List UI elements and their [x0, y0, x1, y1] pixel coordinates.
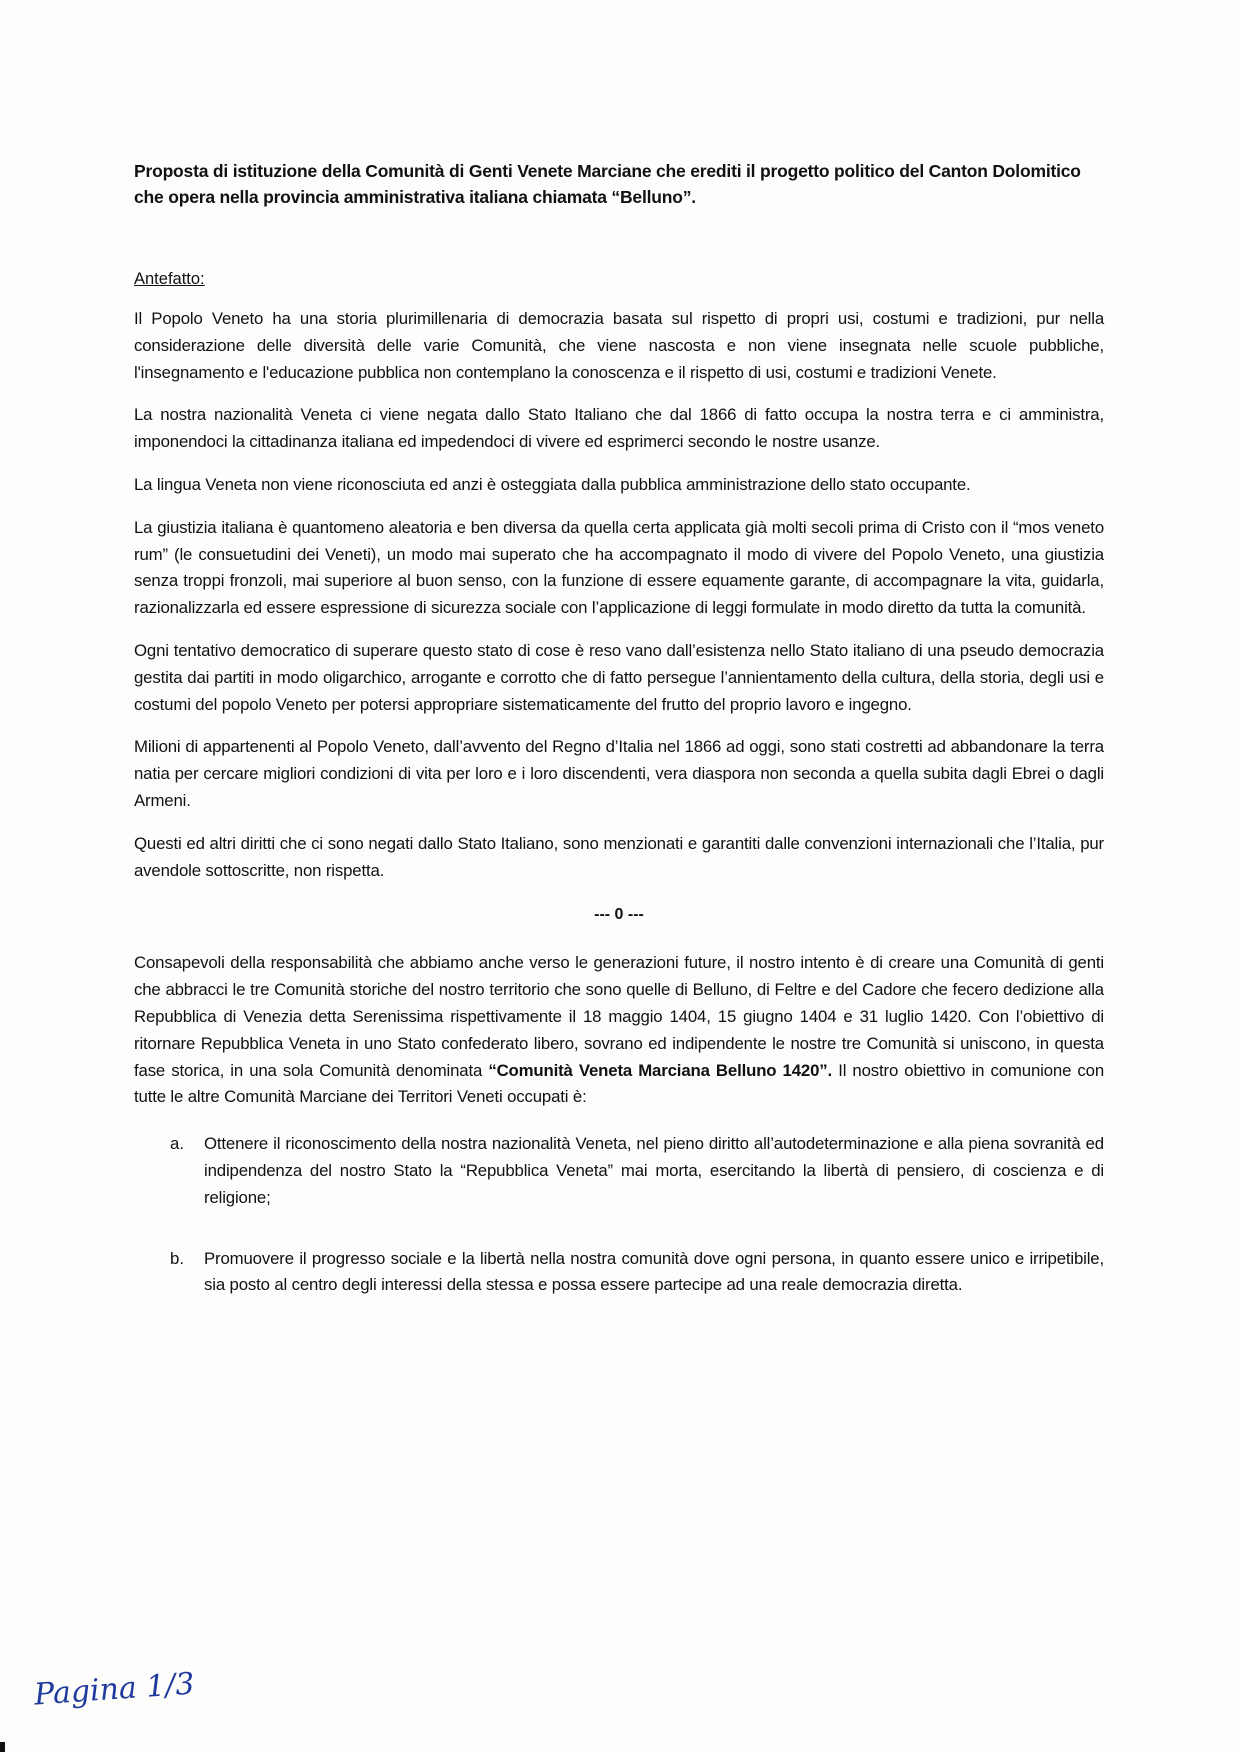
- community-name-bold: “Comunità Veneta Marciana Belluno 1420”.: [488, 1060, 833, 1080]
- paragraph: La nostra nazionalità Veneta ci viene negata dallo Stato Italiano che dal 1866 di fatto occupa la nostra terra e ci amministra, imponendoci la cittadinanza italiana ed impedendoci di vivere ed esprimerci secondo le nostre usanze.: [134, 405, 1104, 452]
- list-marker: b.: [170, 1248, 184, 1268]
- section-label-antefatto: Antefatto:: [134, 270, 205, 288]
- objectives-list: [134, 1131, 1104, 1299]
- list-item-text: Ottenere il riconoscimento della nostra nazionalità Veneta, nel pieno diritto all’autodeterminazione e alla piena sovranità ed indipendenza del nostro Stato la “Repubblica Veneta” mai morta, esercitando la libertà di pensiero, di coscienza e di religione;: [204, 1134, 1104, 1207]
- paragraph: La giustizia italiana è quantomeno aleatoria e ben diversa da quella certa applicata già molti secoli prima di Cristo con il “mos veneto rum” (le consuetudini dei Veneti), un modo mai superato che ha accompagnato il modo di vivere del Popolo Veneto, una giustizia senza troppi fronzoli, mai superiore al buon senso, con la funzione di essere equamente garante, di accompagnare la vita, guidarla, razionalizzarla ed essere espressione di sicurezza sociale con l’applicazione di leggi formulate in modo diretto da tutta la comunità.: [134, 517, 1104, 618]
- intent-text-before: Consapevoli della responsabilità che abbiamo anche verso le generazioni future, il nostro intento è di creare una Comunità di genti che abbracci le tre Comunità storiche del nostro territorio che sono quelle di Belluno, di Feltre e del Cadore che fecero dedizione alla Repubblica di Venezia detta Serenissima rispettivamente il 18 maggio 1404, 15 giugno 1404 e 31 luglio 1420. Con l’obiettivo di ritornare Repubblica Veneta in uno Stato confederato libero, sovrano ed indipendente le nostre tre Comunità si uniscono, in questa fase storica, in una sola Comunità denominata: [134, 953, 1104, 1080]
- list-item-text: Promuovere il progresso sociale e la libertà nella nostra comunità dove ogni persona, in quanto essere unico e irripetibile, sia posto al centro degli interessi della stessa e possa essere partecipe ad una reale democrazia diretta.: [204, 1248, 1104, 1295]
- handwritten-page-number: Pagina 1/3: [32, 1666, 196, 1713]
- intent-text-after: Il nostro obiettivo in comunione con tutte le altre Comunità Marciane dei Territori Veneti occupati è:: [134, 1060, 1104, 1107]
- paragraph: Questi ed altri diritti che ci sono negati dallo Stato Italiano, sono menzionati e garantiti dalle convenzioni internazionali che l’Italia, pur avendole sottoscritte, non rispetta.: [134, 833, 1104, 880]
- scan-edge-mark: [0, 1742, 5, 1752]
- paragraph: Il Popolo Veneto ha una storia plurimillenaria di democrazia basata sul rispetto di propri usi, costumi e tradizioni, pur nella considerazione delle diversità delle varie Comunità, che viene nascosta e non viene insegnata nelle scuole pubbliche, l'insegnamento e l'educazione pubblica non contemplano la conoscenza e il rispetto di usi, costumi e tradizioni Venete.: [134, 309, 1104, 382]
- list-item: [170, 1131, 1104, 1211]
- section-separator: --- 0 ---: [594, 906, 644, 924]
- list-item: [170, 1246, 1104, 1300]
- intent-paragraph: [134, 950, 1104, 1111]
- paragraph: Ogni tentativo democratico di superare questo stato di cose è reso vano dall’esistenza nello Stato italiano di una pseudo democrazia gestita dai partiti in modo oligarchico, arrogante e corrotto che di fatto persegue l’annientamento della cultura, della storia, degli usi e costumi del popolo Veneto per potersi appropriare sistematicamente del frutto del proprio lavoro e ingegno.: [134, 640, 1104, 714]
- paragraph: La lingua Veneta non viene riconosciuta ed anzi è osteggiata dalla pubblica amministrazione dello stato occupante.: [134, 474, 971, 494]
- document-page: [134, 158, 1104, 1333]
- list-marker: a.: [170, 1134, 184, 1154]
- document-title: Proposta di istituzione della Comunità di Genti Venete Marciane che erediti il progetto politico del Canton Dolomitico che opera nella provincia amministrativa italiana chiamata “Belluno”.: [134, 161, 1081, 207]
- paragraph: Milioni di appartenenti al Popolo Veneto, dall’avvento del Regno d’Italia nel 1866 ad oggi, sono stati costretti ad abbandonare la terra natia per cercare migliori condizioni di vita per loro e i loro discendenti, vera diaspora non seconda a quella subita dagli Ebrei o dagli Armeni.: [134, 737, 1104, 810]
